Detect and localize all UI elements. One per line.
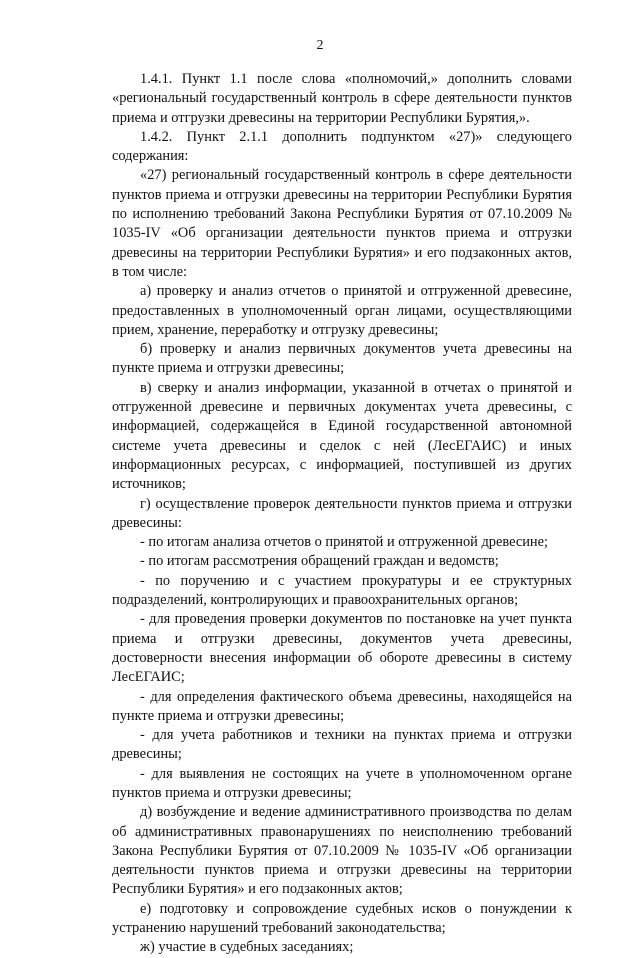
dash-item-2: - по итогам рассмотрения обращений граждан и ведомств; bbox=[140, 553, 499, 570]
paragraph-1-4-2: 1.4.2. Пункт 2.1.1 дополнить подпунктом «27)» следующего содержания: bbox=[112, 128, 572, 165]
dash-item-4: - для проведения проверки документов по постановке на учет пункта приема и отгрузки древесины, документов учета древесины, достоверности внесения информации об обороте древесины в систему ЛесЕГАИС; bbox=[112, 611, 572, 686]
dash-item-5: - для определения фактического объема древесины, находящейся на пункте приема и отгрузки древесины; bbox=[112, 688, 572, 724]
page-number: 2 bbox=[316, 38, 324, 53]
list-item-d: д) возбуждение и ведение административного производства по делам об административных правонарушениях по неисполнению требований Закона Республики Бурятия от 07.10.2009 № 1035-IV «Об организации деятельности пунктов приема и отгрузки древесины на территории Республики Бурятия» и его подзаконных актов; bbox=[112, 804, 572, 898]
list-item-v: в) сверку и анализ информации, указанной в отчетах о принятой и отгруженной древесине и первичных документах учета древесины, с информацией, содержащейся в Единой государственной автономной системе учета древесины и сделок с ней (ЛесЕГАИС) и иных информационных ресурсах, с информацией, поступившей из других источников; bbox=[112, 379, 572, 493]
list-item-g: г) осуществление проверок деятельности пунктов приема и отгрузки древесины: bbox=[112, 495, 572, 531]
paragraph-1-4-1: 1.4.1. Пункт 1.1 после слова «полномочий,» дополнить словами «региональный государственный контроль в сфере деятельности пунктов приема и отгрузки древесины на территории Республики Бурятия,». bbox=[112, 71, 572, 126]
list-item-b: б) проверку и анализ первичных документов учета древесины на пункте приема и отгрузки древесины; bbox=[112, 341, 572, 377]
list-item-e: е) подготовку и сопровождение судебных исков о понуждении к устранению нарушений требований законодательства; bbox=[112, 900, 572, 937]
document-body bbox=[112, 70, 572, 958]
paragraph-27-intro: «27) региональный государственный контроль в сфере деятельности пунктов приема и отгрузки древесины на территории Республики Бурятия по исполнению требований Закона Республики Бурятия от 07.10.2009 № 1035-IV «Об организации деятельности пунктов приема и отгрузки древесины на территории Республики Бурятия» и его подзаконных актов, в том числе: bbox=[112, 167, 572, 280]
dash-item-3: - по поручению и с участием прокуратуры и ее структурных подразделений, контролирующих и правоохранительных органов; bbox=[112, 572, 572, 609]
dash-item-1: - по итогам анализа отчетов о принятой и отгруженной древесине; bbox=[140, 534, 549, 551]
list-item-zh: ж) участие в судебных заседаниях; bbox=[140, 939, 354, 956]
dash-item-7: - для выявления не состоящих на учете в уполномоченном органе пунктов приема и отгрузки древесины; bbox=[112, 765, 572, 801]
list-item-a: а) проверку и анализ отчетов о принятой и отгруженной древесине, предоставленных в уполномоченный орган лицами, осуществляющими прием, хранение, переработку и отгрузку древесины; bbox=[112, 283, 572, 338]
dash-item-6: - для учета работников и техники на пунктах приема и отгрузки древесины; bbox=[112, 727, 572, 763]
